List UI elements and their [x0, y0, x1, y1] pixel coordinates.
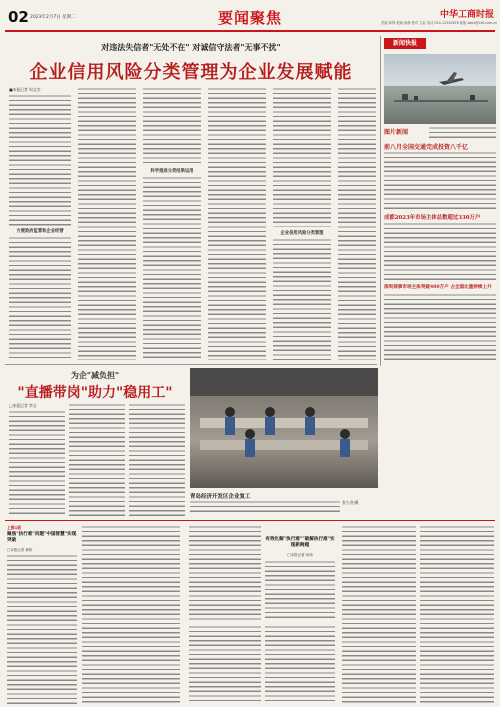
- sidebar-item-body: [384, 151, 496, 209]
- main-headline: 企业信用风险分类管理为企业发展赋能: [29, 62, 353, 83]
- bottom-middle-article: [187, 523, 337, 705]
- main-article-body: [5, 85, 377, 360]
- page-date: 2023年2月7日 星期二: [30, 15, 76, 20]
- main-kicker: 对违法失信者"无处不在" 对诚信守法者"无事不扰": [101, 43, 281, 52]
- sidebar-item-body: [384, 222, 496, 280]
- bottom-middle-col1-a: [189, 525, 261, 621]
- section-divider: [5, 364, 377, 365]
- sidebar-divider: [380, 36, 381, 366]
- lower-left-article: [5, 366, 185, 516]
- page-header: [0, 0, 500, 30]
- factory-photo: [190, 368, 378, 488]
- sidebar-label-text: 新闻快报: [392, 40, 417, 47]
- col3-subhead: 科学推进分类结果运用: [150, 169, 194, 174]
- bottom-divider: [5, 520, 495, 521]
- bottom-middle-col2-b: [265, 625, 335, 704]
- lower-left-col1: [9, 410, 65, 516]
- photo-credit: 张少洪/摄: [342, 500, 359, 505]
- body-text-col5-b: [273, 238, 331, 360]
- lower-left-col3: [129, 403, 185, 516]
- body-text-col1-a: [9, 94, 71, 226]
- bottom-left-col2: [82, 525, 180, 704]
- sidebar-caption-text: [429, 126, 496, 138]
- lower-byline: □本报记者 李文: [9, 403, 37, 408]
- sidebar-item-title: 成都2023年市场主体总数超过330万户: [384, 215, 481, 221]
- body-text-col2: [78, 87, 136, 360]
- body-text-col6: [338, 87, 376, 360]
- bottom-right-col2: [420, 525, 494, 704]
- bottom-middle-col1-b: [189, 625, 261, 704]
- paper-name: 中华工商时报: [440, 10, 495, 20]
- airplane-photo-icon: [384, 54, 496, 124]
- body-text-col3-b: [143, 176, 201, 360]
- col5-subhead: 企业信用风险分类管理: [280, 231, 324, 236]
- header-meta: 责编 林锋 美编 徐静 校对 文双 电话 010-12345678 邮箱 abcd@cbt.com.cn: [381, 21, 497, 25]
- sidebar-label: [384, 38, 426, 49]
- workers-photo-icon: [190, 368, 378, 488]
- bottom-left-byline: □本报记者 林栋: [7, 548, 33, 552]
- bottom-left-headline: 聚焦"执行难"问题"中国智慧"实现突破: [7, 532, 77, 543]
- byline: ■本报记者 周文杰: [9, 87, 41, 92]
- photo-caption-title: 青岛经济开发区企业复工: [190, 494, 251, 500]
- sidebar-item-title: 前八月全国交通完成投资八千亿: [384, 144, 469, 151]
- sidebar-item-body: [384, 293, 496, 363]
- photo-news: [190, 368, 378, 516]
- bottom-middle-headline: 有效化解"执行难""破解执行难"实现新跨越: [265, 537, 335, 548]
- bottom-left-col1: [7, 554, 77, 704]
- body-text-col4: [208, 87, 266, 360]
- photo-caption-text: [190, 500, 340, 512]
- bottom-right-article: [340, 523, 496, 705]
- body-text-col1-b: [9, 236, 71, 360]
- lower-left-col2: [69, 403, 125, 516]
- sidebar: [384, 36, 496, 366]
- body-text-col3-a: [143, 87, 201, 165]
- lower-headline: "直播带岗"助力"稳用工": [17, 385, 173, 401]
- bottom-left-kicker: 上接1版: [7, 525, 22, 530]
- bottom-middle-col2-a: [265, 560, 335, 621]
- header-rule: [5, 30, 495, 32]
- body-text-col5-a: [273, 87, 331, 227]
- bottom-left-article: [5, 523, 183, 705]
- sidebar-photo-caption: 图片新闻: [384, 129, 409, 136]
- section-title: 要闻聚焦: [217, 9, 282, 27]
- sidebar-item-title: 深圳商事市场主体突破400万户 占全国比重持续上升: [384, 285, 492, 290]
- page-number: 02: [8, 8, 29, 26]
- lower-sub-headline: 为企"减负担": [70, 371, 120, 380]
- bottom-middle-byline: □本报记者 孙伟: [287, 553, 313, 557]
- col1-subhead: 方便政府监管和企业经营: [16, 229, 64, 234]
- sidebar-photo: [384, 54, 496, 124]
- bottom-right-col1: [342, 525, 416, 704]
